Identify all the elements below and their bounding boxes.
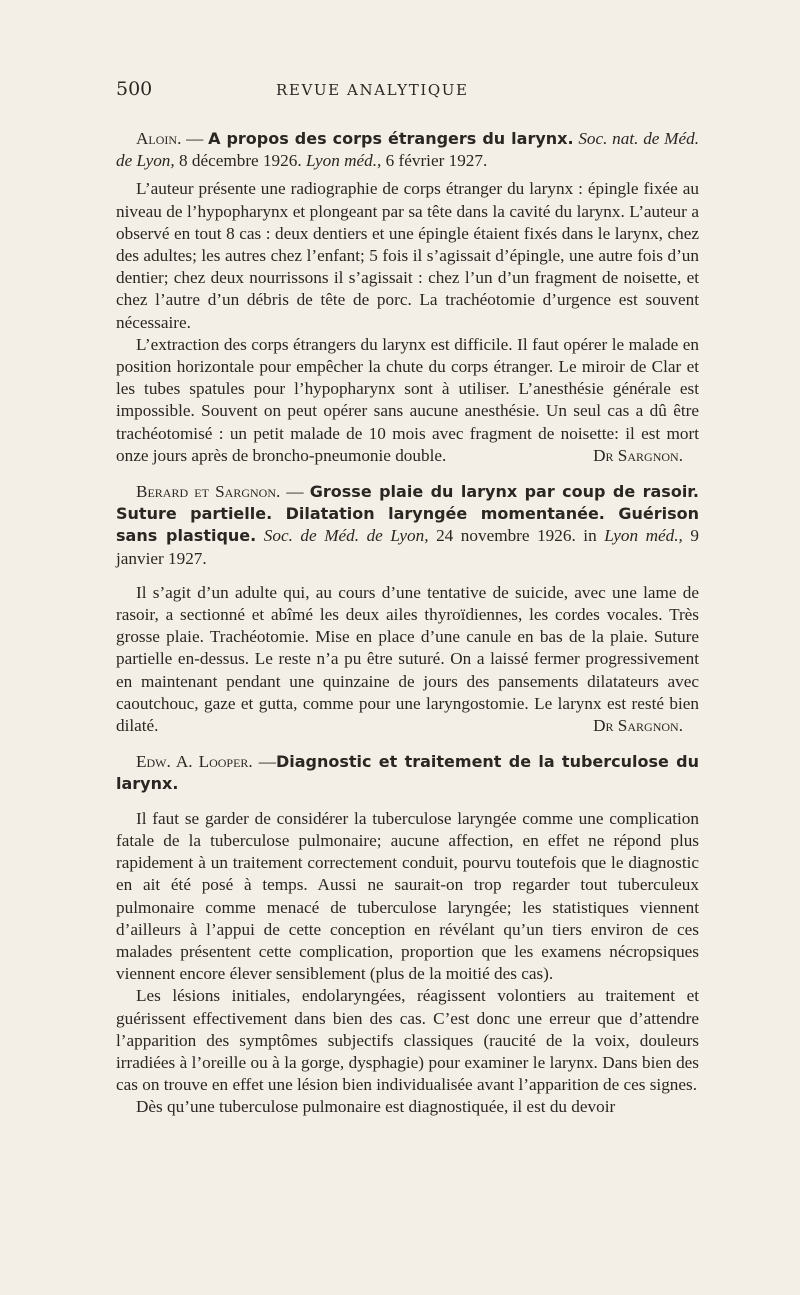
entry-paragraph-with-signature [116, 334, 699, 467]
entry-title: Grosse plaie du larynx par coup de rasoir. Suture partielle. Dilatation laryngée momentanée. Guérison sans plastique. [116, 482, 699, 546]
entry-reference-journal-2: Lyon méd., [305, 151, 382, 171]
entry-paragraph: Dès qu’une tuberculose pulmonaire est diagnostiquée, il est du devoir [136, 1097, 616, 1117]
running-title: REVUE ANALYTIQUE [276, 81, 469, 99]
entry-author: Aloin. [136, 129, 182, 148]
entry-title: Diagnostic et traitement de la tuberculose du larynx. [116, 752, 700, 794]
entry-signature: Dr Sargnon. [593, 445, 683, 465]
entry-reference-date: 8 décembre 1926. [174, 151, 306, 171]
entry-heading [116, 481, 699, 570]
review-entry-aloin [116, 128, 699, 467]
review-entry-looper [116, 751, 699, 1118]
entry-signature: Dr Sargnon. [593, 716, 683, 736]
article-body [116, 128, 699, 1129]
page-number: 500 [116, 78, 153, 100]
entry-author: Berard et Sargnon. [136, 482, 281, 502]
review-entry-berard [116, 481, 699, 737]
entry-paragraph: Il s’agit d’un adulte qui, au cours d’une tentative de suicide, avec une lame de rasoir, a sectionné et abîmé les deux ailes thyroïdiennes, les cordes vocales. Très grosse plaie. Trachéotomie. Mise en place d’une canule en bas de la plaie. Suture partielle en-dessus. Le reste n’a pu être suturé. On a laissé fermer progressivement en maintenant pendant une quinzaine de jours des pansements dilatateurs avec caoutchouc, gaze et gutta, comme pour une laryngostomie. Le larynx est resté bien dilaté. [116, 582, 699, 736]
entry-paragraph: Les lésions initiales, endolaryngées, réagissent volontiers au traitement et guérissent effectivement dans bien des cas. C’est donc une erreur que d’attendre l’apparition des symptômes subjectifs classiques (raucité de la voix, douleurs irradiées à l’oreille ou à la gorge, dysphagie) pour examiner le larynx. Dans bien des cas on trouve en effet une lésion bien individualisée avant l’apparition de ces signes. [116, 986, 699, 1095]
entry-dash: — [252, 752, 276, 772]
entry-paragraph: Il faut se garder de considérer la tuberculose laryngée comme une complication fatale de la tuberculose pulmonaire; aucune affection, en effet ne répond plus rapidement à un traitement correctement conduit, pourvu toutefois que le diagnostic en ait été posé à temps. Aussi ne saurait-on trop regarder tout tuberculeux pulmonaire comme menacé de tuberculose laryngée; les statistiques viennent d’ailleurs à l’appui de cette conception en révélant qu’un tiers environ de ces malades présentent cette complication, proportion que les examens nécropsiques viennent encore élever sensiblement (plus de la moitié des cas). [116, 808, 699, 984]
entry-dash: — [280, 482, 310, 502]
entry-reference-date-2: 9 janvier 1927. [116, 526, 699, 568]
entry-title: A propos des corps étrangers du larynx. [208, 129, 574, 148]
entry-heading [116, 751, 699, 795]
entry-dash: — [181, 129, 209, 148]
entry-paragraph-with-signature [116, 582, 699, 737]
page-header [116, 78, 696, 100]
entry-reference-date: 24 novembre 1926. in [428, 526, 605, 546]
entry-reference-journal-2: Lyon méd., [604, 526, 683, 546]
entry-heading [116, 128, 699, 172]
entry-reference-journal: Soc. nat. de Méd. de Lyon, [116, 129, 699, 171]
entry-reference-date-2: 6 février 1927. [381, 151, 488, 171]
entry-reference-journal: Soc. de Méd. de Lyon, [256, 526, 429, 546]
entry-paragraph: L’auteur présente une radiographie de corps étranger du larynx : épingle fixée au niveau de l’hypopharynx et plongeant par sa tête dans la cavité du larynx. L’auteur a observé en tout 8 cas : deux dentiers et une épingle étaient fixés dans le larynx, chez des adultes; les autres chez l’enfant; 5 fois il s’agissait d’épingle, une autre fois d’un dentier; chez deux nourrissons il s’agissait : chez l’un d’un fragment de noisette, et chez l’autre d’un débris de tête de porc. La trachéotomie d’urgence est souvent nécessaire. [116, 179, 699, 332]
entry-paragraph: L’extraction des corps étrangers du larynx est difficile. Il faut opérer le malade en position horizontale pour empêcher la chute du corps étranger. Le miroir de Clar et les tubes spatules pour l’hypopharynx sont à utiliser. L’anesthésie générale est impossible. Souvent on peut opérer sans aucune anesthésie. Un seul cas a dû être trachéotomisé : un petit malade de 10 mois avec fragment de noisette: il est mort onze jours après de broncho-pneumonie double. [116, 334, 699, 465]
entry-author: Edw. A. Looper. [136, 752, 253, 772]
